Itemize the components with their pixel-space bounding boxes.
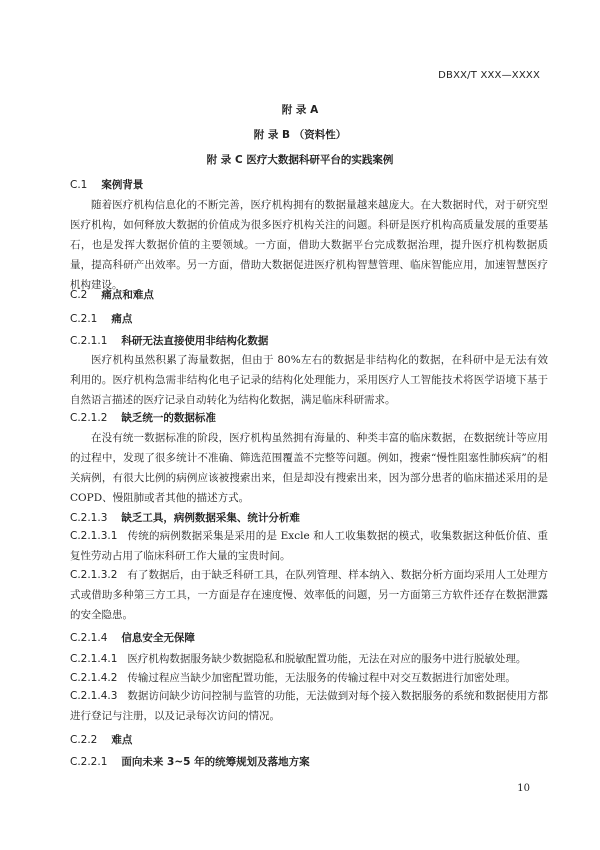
- section-c212-heading: [70, 410, 216, 425]
- document-code: DBXX/T XXX—XXXX: [438, 70, 540, 81]
- section-number: C.2.1.2: [70, 412, 108, 424]
- section-c212-paragraph: 在没有统一数据标准的阶段，医疗机构虽然拥有海量的、种类丰富的临床数据，在数据统计等应用的过程中，发现了很多统计不准确、筛选范围覆盖不完整等问题。例如，搜索“慢性阻塞性肺疾病”的相关病例，有很大比例的病例应该被搜索出来，但是却没有搜索出来，因为部分患者的临床描述采用的是 COPD、慢阻肺或者其他的描述方式。: [70, 432, 548, 504]
- section-title: 痛点: [111, 313, 133, 325]
- section-title: 案例背景: [101, 179, 144, 191]
- section-c1-paragraph: 随着医疗机构信息化的不断完善，医疗机构拥有的数据量越来越庞大。在大数据时代，对于研究型医疗机构，如何释放大数据的价值成为很多医疗机构关注的问题。科研是医疗机构高质量发展的重要基石，也是发挥大数据价值的主要领域。一方面，借助大数据平台完成数据治理，提升医疗机构数据质量，提高科研产出效率。另一方面，借助大数据促进医疗机构智慧管理、临床智能应用，加速智慧医疗机构建设。: [70, 199, 548, 291]
- clause-number: C.2.1.4.1: [70, 653, 118, 665]
- section-title: 痛点和难点: [101, 289, 154, 301]
- clause-text: 传统的病例数据采集是采用的是 Excle 和人工收集数据的模式，收集数据这种低价值、重复性劳动占用了临床科研工作大量的宝贵时间。: [70, 530, 548, 562]
- clause-number: C.2.1.3.2: [70, 569, 118, 581]
- section-number: C.1: [70, 179, 88, 191]
- clause-text: 有了数据后，由于缺乏科研工具，在队列管理、样本纳入、数据分析方面均采用人工处理方式或借助多种第三方工具，一方面是存在速度慢、效率低的问题，另一方面第三方软件还存在数据泄露的安全隐患。: [70, 569, 548, 621]
- section-c213-heading: [70, 510, 300, 525]
- section-c2-heading: [70, 287, 154, 302]
- section-number: C.2.1.1: [70, 335, 108, 347]
- annex-a-title: 附 录 A: [281, 104, 319, 116]
- section-number: C.2: [70, 289, 88, 301]
- clause-text: 数据访问缺少访问控制与监管的功能，无法做到对每个接入数据服务的系统和数据使用方都进行登记与注册，以及记录每次访问的情况。: [70, 690, 548, 722]
- clause-number: C.2.1.4.3: [70, 690, 118, 702]
- section-c221-heading: [70, 754, 310, 769]
- section-c2142-paragraph: [70, 668, 548, 688]
- section-title: 信息安全无保障: [121, 632, 195, 644]
- section-number: C.2.2: [70, 734, 98, 746]
- section-c2131-paragraph: [70, 526, 548, 566]
- section-title: 难点: [111, 734, 133, 746]
- section-c211-paragraph: 医疗机构虽然积累了海量数据，但由于 80%左右的数据是非结构化的数据，在科研中是无法有效利用的。医疗机构急需非结构化电子记录的结构化处理能力，采用医疗人工智能技术将医学语境下基于自然语言描述的医疗记录自动转化为结构化数据，满足临床科研需求。: [70, 354, 548, 406]
- section-c211-heading: [70, 333, 268, 348]
- section-number: C.2.2.1: [70, 756, 108, 768]
- section-title: 面向未来 3~5 年的统筹规划及落地方案: [121, 756, 310, 768]
- page-number: 10: [517, 783, 530, 794]
- section-c2143-paragraph: [70, 686, 548, 726]
- section-number: C.2.1.4: [70, 632, 108, 644]
- section-c2132-paragraph: [70, 565, 548, 625]
- section-c1-heading: [70, 177, 143, 192]
- clause-number: C.2.1.4.2: [70, 672, 118, 684]
- section-c2141-paragraph: [70, 649, 548, 669]
- clause-text: 医疗机构数据服务缺少数据隐私和脱敏配置功能，无法在对应的服务中进行脱敏处理。: [127, 653, 527, 665]
- annex-c-title: 附 录 C 医疗大数据科研平台的实践案例: [206, 154, 394, 166]
- section-title: 缺乏统一的数据标准: [121, 412, 216, 424]
- clause-text: 传输过程应当缺少加密配置功能，无法服务的传输过程中对交互数据进行加密处理。: [127, 672, 516, 684]
- section-title: 科研无法直接使用非结构化数据: [121, 335, 269, 347]
- section-c21-heading: [70, 311, 132, 326]
- section-number: C.2.1: [70, 313, 98, 325]
- section-c22-heading: [70, 732, 132, 747]
- section-title: 缺乏工具，病例数据采集、统计分析难: [121, 512, 300, 524]
- annex-b-title: 附 录 B （资料性）: [253, 129, 347, 141]
- section-c214-heading: [70, 630, 195, 645]
- clause-number: C.2.1.3.1: [70, 530, 118, 542]
- section-number: C.2.1.3: [70, 512, 108, 524]
